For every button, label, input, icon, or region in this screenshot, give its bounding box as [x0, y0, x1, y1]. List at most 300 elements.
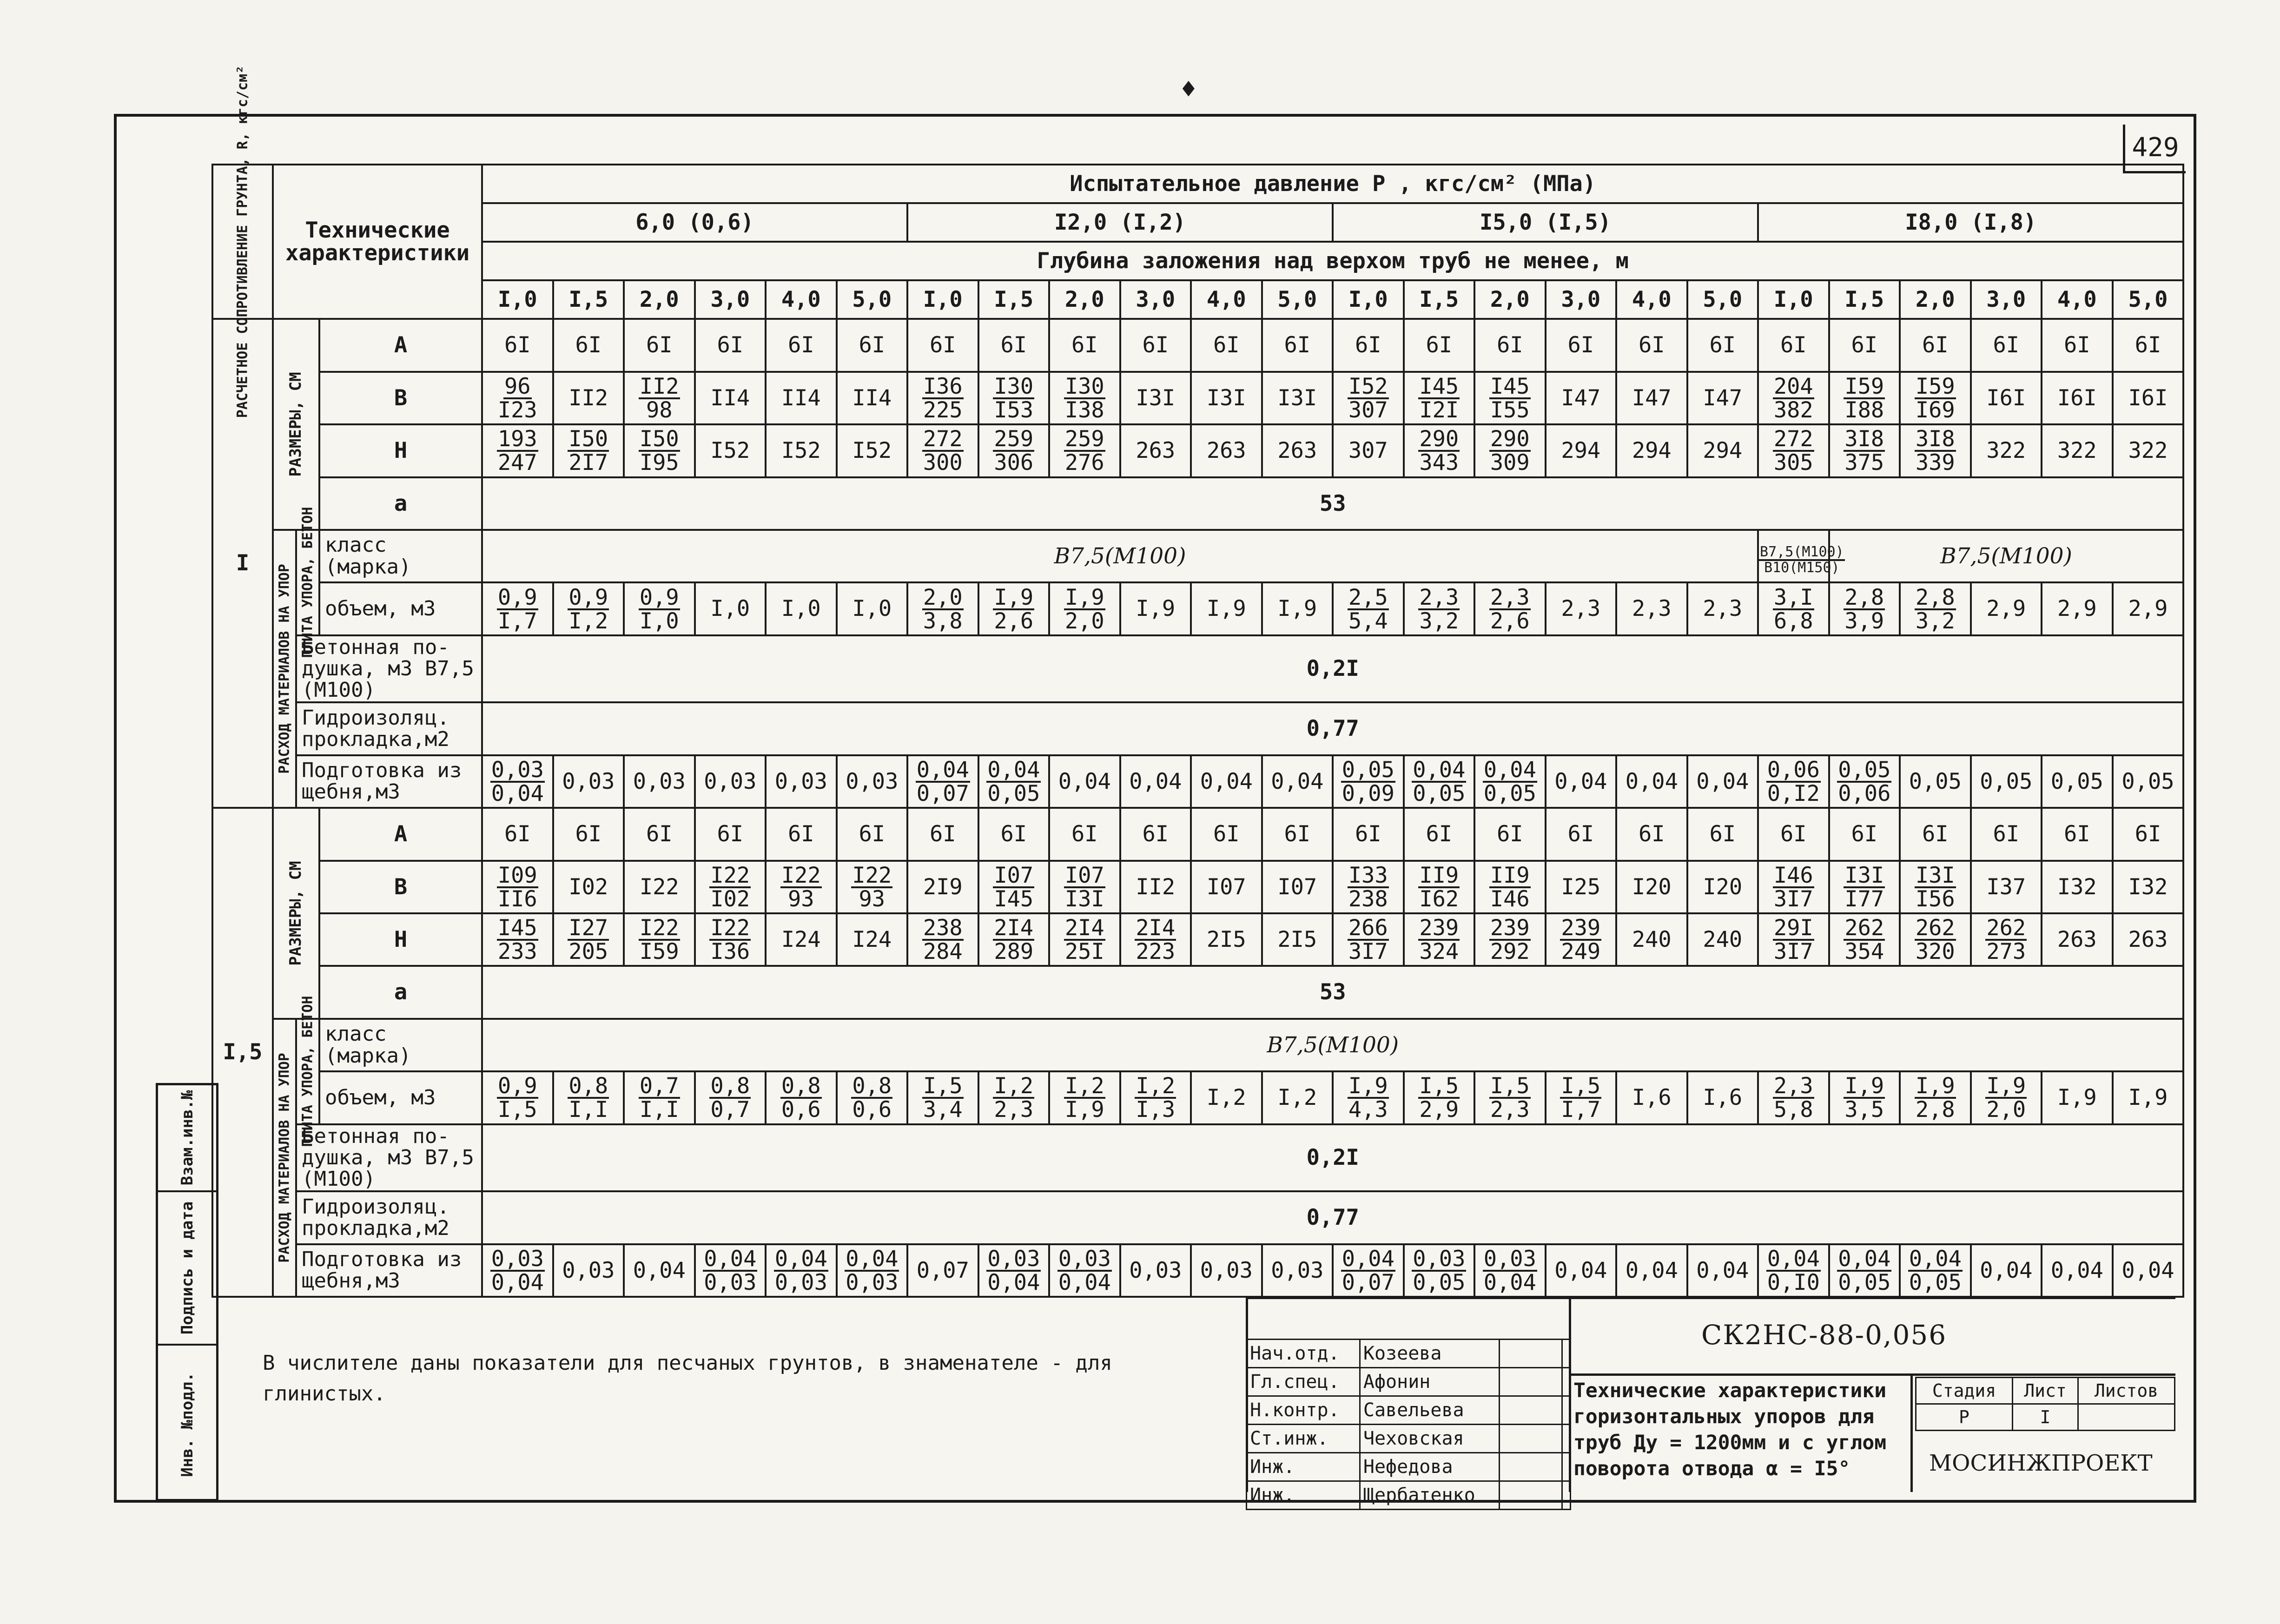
fraction — [922, 1075, 964, 1121]
value-B — [1758, 861, 1829, 913]
signature-name: Нефедова — [1360, 1453, 1499, 1481]
denominator: I88 — [1844, 397, 1884, 423]
fraction — [1348, 862, 1389, 912]
value-H — [624, 913, 695, 966]
numerator: I07 — [1064, 862, 1104, 888]
value-H — [482, 424, 553, 477]
denominator: 3,9 — [1844, 608, 1884, 634]
value-A: 6I — [1191, 319, 1262, 371]
denominator: 2,3 — [1490, 1097, 1530, 1123]
value-volume: I,9 — [1120, 582, 1191, 635]
row-A — [212, 808, 2183, 860]
denominator: 0,05 — [987, 780, 1040, 806]
denominator: 3,2 — [1419, 608, 1459, 634]
soil-resistance-header — [212, 65, 273, 418]
denominator: 205 — [568, 939, 608, 965]
value-A: 6I — [1829, 319, 1900, 371]
depth-value: 3,0 — [1971, 280, 2042, 319]
pressure-group: I2,0 (I,2) — [907, 203, 1333, 242]
fraction — [1915, 584, 1956, 634]
denominator: 93 — [787, 886, 814, 912]
value-H: 240 — [1616, 913, 1687, 966]
signature-row — [1247, 1453, 1571, 1481]
fraction — [1418, 373, 1460, 423]
denominator: 223 — [1136, 939, 1176, 965]
fraction — [1057, 1248, 1112, 1294]
numerator: I33 — [1348, 862, 1388, 888]
fraction — [1489, 428, 1531, 474]
fraction — [703, 1248, 757, 1294]
label-waterproofing: Гидроизоляц. прокладка,м2 — [296, 702, 482, 755]
numerator: 0,9 — [568, 584, 608, 610]
value-B — [482, 372, 553, 424]
value-H: 322 — [2113, 424, 2184, 477]
value-H: 263 — [1120, 424, 1191, 477]
document-code: СК2НС-88-0,056 — [1701, 1319, 1947, 1351]
fraction — [780, 1075, 822, 1121]
numerator: 0,8 — [781, 1073, 821, 1099]
signature-name: Щербатенко — [1360, 1481, 1499, 1510]
value-B — [978, 372, 1050, 424]
numerator: 290 — [1490, 426, 1530, 452]
denominator: 3I7 — [1348, 939, 1388, 965]
sheet-header: Лист — [2012, 1378, 2078, 1404]
value-volume — [624, 582, 695, 635]
value-gravel-prep — [1829, 755, 1900, 808]
value-H — [1900, 424, 1971, 477]
fraction — [490, 1248, 545, 1294]
fraction — [1985, 917, 2027, 963]
value-A: 6I — [2113, 808, 2184, 860]
value-gravel-prep: 0,07 — [907, 1244, 978, 1297]
value-H — [978, 424, 1050, 477]
value-volume: I,2 — [1262, 1071, 1333, 1124]
numerator: I,5 — [923, 1073, 963, 1099]
soil-resistance-header-text: РАСЧЕТНОЕ СОПРОТИВЛЕНИЕ ГРУНТА, R, кгс/см² — [234, 65, 251, 418]
signature-date — [1562, 1481, 1571, 1510]
value-B: 2I9 — [907, 861, 978, 913]
value-volume — [1758, 1071, 1829, 1124]
fraction — [1773, 428, 1814, 474]
fraction — [1759, 545, 1845, 575]
fraction — [1489, 373, 1531, 423]
value-volume: 2,3 — [1687, 582, 1758, 635]
value-gravel-prep: 0,05 — [2113, 755, 2184, 808]
numerator: I52 — [1348, 373, 1388, 399]
sheets-header: Листов — [2078, 1378, 2175, 1404]
label-class: класс (марка) — [319, 530, 482, 582]
denominator: 5,4 — [1348, 608, 1388, 634]
denominator: I,7 — [1561, 1097, 1601, 1123]
numerator: 2I4 — [1064, 915, 1104, 941]
denominator: 0,06 — [1838, 780, 1891, 806]
label-B: В — [319, 861, 482, 913]
signature-row — [1247, 1425, 1571, 1453]
numerator: I45 — [1419, 373, 1459, 399]
label-waterproofing: Гидроизоляц. прокладка,м2 — [296, 1191, 482, 1244]
denominator: I53 — [994, 397, 1034, 423]
depth-value: 4,0 — [766, 280, 837, 319]
value-gravel-prep: 0,04 — [624, 1244, 695, 1297]
value-volume: I,6 — [1616, 1071, 1687, 1124]
value-H — [553, 913, 624, 966]
fraction — [993, 373, 1034, 423]
numerator: 259 — [994, 426, 1034, 452]
value-H — [1474, 424, 1546, 477]
value-gravel-prep: 0,03 — [624, 755, 695, 808]
signature-mark — [1500, 1368, 1562, 1396]
value-gravel-prep: 0,04 — [1120, 755, 1191, 808]
fraction — [1837, 759, 1891, 805]
numerator: 0,04 — [1838, 1246, 1891, 1272]
value-H: 263 — [2113, 913, 2184, 966]
row-waterproofing — [212, 1191, 2183, 1244]
depth-row — [212, 280, 2183, 319]
denominator: 0,6 — [781, 1097, 821, 1123]
fraction — [1483, 1248, 1537, 1294]
value-B: I47 — [1546, 372, 1617, 424]
value-B — [1829, 861, 1900, 913]
fraction — [1844, 373, 1885, 423]
denominator: I69 — [1915, 397, 1955, 423]
fraction — [1064, 428, 1105, 474]
value-B: I25 — [1546, 861, 1617, 913]
depth-value: 3,0 — [1120, 280, 1191, 319]
value-volume — [907, 1071, 978, 1124]
stamp-inventory: Инв. №подл. — [178, 1372, 197, 1477]
value-A: 6I — [1049, 319, 1120, 371]
value-cushion: 0,2I — [482, 635, 2183, 702]
value-volume: I,0 — [695, 582, 766, 635]
fraction — [1560, 917, 1601, 963]
value-gravel-prep: 0,03 — [1120, 1244, 1191, 1297]
value-A: 6I — [1758, 808, 1829, 860]
numerator: II2 — [639, 373, 679, 399]
denominator: 0,07 — [916, 780, 969, 806]
signature-date — [1562, 1453, 1571, 1481]
value-volume — [837, 1071, 908, 1124]
label-gravel-prep: Подготовка из щебня,м3 — [296, 755, 482, 808]
value-gravel-prep: 0,05 — [1971, 755, 2042, 808]
numerator: 204 — [1773, 373, 1813, 399]
value-B: I3I — [1191, 372, 1262, 424]
value-H: 294 — [1687, 424, 1758, 477]
value-volume — [482, 1071, 553, 1124]
fraction — [1773, 1075, 1814, 1121]
numerator: 266 — [1348, 915, 1388, 941]
numerator: I09 — [497, 862, 537, 888]
signature-name: Афонин — [1360, 1368, 1499, 1396]
label-B: В — [319, 372, 482, 424]
fraction — [568, 428, 609, 474]
denominator: 324 — [1419, 939, 1459, 965]
value-A: 6I — [482, 808, 553, 860]
consumption-label-text: РАСХОД МАТЕРИАЛОВ НА УПОР — [276, 564, 293, 774]
value-A: 6I — [766, 808, 837, 860]
value-gravel-prep — [907, 755, 978, 808]
row-concrete-class — [212, 1019, 2183, 1071]
numerator: 0,9 — [497, 584, 537, 610]
depth-value: 5,0 — [1262, 280, 1333, 319]
value-H — [1829, 913, 1900, 966]
value-B: I47 — [1687, 372, 1758, 424]
numerator: 3I8 — [1915, 426, 1955, 452]
consumption-label-text: РАСХОД МАТЕРИАЛОВ НА УПОР — [276, 1053, 293, 1263]
value-H: 2I5 — [1262, 913, 1333, 966]
row-cushion — [212, 635, 2183, 702]
numerator: I22 — [852, 862, 892, 888]
denominator: 284 — [923, 939, 963, 965]
value-B: I3I — [1262, 372, 1333, 424]
denominator: I,0 — [639, 608, 679, 634]
value-A: 6I — [695, 808, 766, 860]
numerator: 0,04 — [1342, 1246, 1394, 1272]
numerator: I50 — [639, 426, 679, 452]
value-B — [482, 861, 553, 913]
fraction — [922, 917, 964, 963]
value-A: 6I — [553, 808, 624, 860]
signature-name: Чеховская — [1360, 1425, 1499, 1453]
numerator: 3,I — [1773, 584, 1813, 610]
denominator: 0,04 — [491, 780, 544, 806]
value-gravel-prep: 0,03 — [1191, 1244, 1262, 1297]
numerator: 0,9 — [639, 584, 679, 610]
fraction — [993, 862, 1034, 912]
stage-header: Стадия — [1916, 1378, 2013, 1404]
denominator: 247 — [497, 450, 537, 476]
value-gravel-prep — [1404, 1244, 1475, 1297]
value-volume: I,9 — [2042, 1071, 2113, 1124]
numerator: 239 — [1561, 915, 1601, 941]
denominator: 309 — [1490, 450, 1530, 476]
value-gravel-prep — [482, 1244, 553, 1297]
value-B — [1333, 861, 1404, 913]
denominator: 0,07 — [1342, 1269, 1394, 1295]
value-H — [1758, 424, 1829, 477]
value-A: 6I — [1971, 808, 2042, 860]
fraction — [497, 1075, 538, 1121]
denominator: I,3 — [1136, 1097, 1176, 1123]
fraction — [1348, 1075, 1389, 1121]
class-value: В7,5(М100) — [1829, 530, 2184, 582]
numerator: I3I — [1844, 862, 1884, 888]
value-volume — [695, 1071, 766, 1124]
fraction — [1844, 584, 1885, 634]
numerator: I30 — [994, 373, 1034, 399]
row-volume — [212, 1071, 2183, 1124]
pressure-group: I8,0 (I,8) — [1758, 203, 2183, 242]
value-B — [1474, 372, 1546, 424]
value-A: 6I — [1049, 808, 1120, 860]
depth-value: 3,0 — [1546, 280, 1617, 319]
value-gravel-prep: 0,05 — [1900, 755, 1971, 808]
value-H: 322 — [1971, 424, 2042, 477]
fraction — [490, 759, 545, 805]
footnote: В числителе даны показатели для песчаных грунтов, в знаменателе - для глинистых. — [263, 1351, 1112, 1406]
denominator: 0,04 — [1058, 1269, 1111, 1295]
denominator: I95 — [639, 450, 679, 476]
label-A: А — [319, 319, 482, 371]
numerator: I46 — [1773, 862, 1813, 888]
value-gravel-prep — [1474, 755, 1546, 808]
fraction — [709, 862, 751, 912]
label-cushion: Бетонная подушка, м3 В7,5 (М100) — [296, 1124, 482, 1191]
numerator: I,5 — [1419, 1073, 1459, 1099]
signature-name: Козеева — [1360, 1340, 1499, 1368]
value-H — [624, 424, 695, 477]
value-B — [695, 861, 766, 913]
signature-row — [1247, 1340, 1571, 1368]
value-A: 6I — [907, 319, 978, 371]
value-A: 6I — [1262, 808, 1333, 860]
value-volume — [1546, 1071, 1617, 1124]
value-gravel-prep — [482, 755, 553, 808]
fraction — [1489, 862, 1531, 912]
fraction — [993, 917, 1034, 963]
value-H — [1900, 913, 1971, 966]
value-gravel-prep: 0,03 — [766, 755, 837, 808]
value-volume: I,6 — [1687, 1071, 1758, 1124]
row-A — [212, 319, 2183, 371]
value-gravel-prep — [978, 755, 1050, 808]
depth-value: I,0 — [907, 280, 978, 319]
numerator: 0,9 — [497, 1073, 537, 1099]
value-B: II4 — [766, 372, 837, 424]
numerator: I,9 — [1986, 1073, 2026, 1099]
value-gravel-prep: 0,04 — [1262, 755, 1333, 808]
denominator: 0,05 — [1483, 780, 1536, 806]
numerator: 29I — [1773, 915, 1813, 941]
value-A: 6I — [1758, 319, 1829, 371]
value-volume — [1474, 1071, 1546, 1124]
value-A: 6I — [1616, 808, 1687, 860]
denominator: 2,3 — [994, 1097, 1034, 1123]
numerator: I30 — [1064, 373, 1104, 399]
value-H: 240 — [1687, 913, 1758, 966]
signature-row — [1247, 1481, 1571, 1510]
depth-value: 2,0 — [1900, 280, 1971, 319]
value-volume — [907, 582, 978, 635]
row-volume — [212, 582, 2183, 635]
fraction — [851, 862, 892, 912]
value-B: II4 — [837, 372, 908, 424]
soil-resistance: I,5 — [212, 808, 273, 1297]
denominator: II6 — [497, 886, 537, 912]
denominator: 5,8 — [1773, 1097, 1813, 1123]
value-gravel-prep: 0,04 — [1687, 755, 1758, 808]
numerator: I27 — [568, 915, 608, 941]
numerator: 290 — [1419, 426, 1459, 452]
numerator: 0,05 — [1342, 757, 1394, 783]
fraction — [1341, 1248, 1395, 1294]
denominator: 0,04 — [491, 1269, 544, 1295]
numerator: 238 — [923, 915, 963, 941]
row-B — [212, 861, 2183, 913]
value-volume: I,9 — [1262, 582, 1333, 635]
fraction — [1915, 862, 1956, 912]
value-H — [695, 913, 766, 966]
fraction — [916, 759, 970, 805]
denominator: I45 — [994, 886, 1034, 912]
depth-value: I,5 — [1829, 280, 1900, 319]
label-H: Н — [319, 424, 482, 477]
value-H — [1546, 913, 1617, 966]
fraction — [1418, 584, 1460, 634]
depth-value: 4,0 — [1191, 280, 1262, 319]
row-waterproofing — [212, 702, 2183, 755]
fraction — [1560, 1075, 1601, 1121]
signature-role: Гл.спец. — [1247, 1368, 1360, 1396]
denominator: I38 — [1064, 397, 1104, 423]
fraction — [1915, 373, 1956, 423]
value-A: 6I — [1333, 319, 1404, 371]
numerator: I,9 — [1064, 584, 1104, 610]
pressure-group: I5,0 (I,5) — [1333, 203, 1758, 242]
numerator: 0,04 — [916, 757, 969, 783]
denominator: 343 — [1419, 450, 1459, 476]
slab-label — [296, 507, 319, 658]
value-B: II2 — [553, 372, 624, 424]
numerator: I59 — [1844, 373, 1884, 399]
value-gravel-prep: 0,03 — [553, 755, 624, 808]
slab-label — [296, 996, 319, 1147]
value-volume — [1333, 582, 1404, 635]
denominator: 2I7 — [568, 450, 608, 476]
label-volume: объем, м3 — [319, 582, 482, 635]
denominator: 0,05 — [1413, 1269, 1466, 1295]
slab-label-text: ПЛИТА УПОРА, БЕТОН — [299, 507, 316, 658]
value-A: 6I — [553, 319, 624, 371]
value-volume — [978, 582, 1050, 635]
consumption-label — [273, 1019, 296, 1297]
value-B — [1404, 372, 1475, 424]
value-H: 2I5 — [1191, 913, 1262, 966]
denominator: I77 — [1844, 886, 1884, 912]
value-cushion: 0,2I — [482, 1124, 2183, 1191]
row-cushion — [212, 1124, 2183, 1191]
binding-dot: ♦ — [1181, 74, 1196, 105]
denominator: 2,6 — [994, 608, 1034, 634]
value-B: I02 — [553, 861, 624, 913]
depth-value: I,0 — [482, 280, 553, 319]
class-value: В7,5(М100) — [482, 530, 1758, 582]
numerator: 259 — [1064, 426, 1104, 452]
value-B — [1900, 372, 1971, 424]
value-A: 6I — [1191, 808, 1262, 860]
numerator: 0,7 — [639, 1073, 679, 1099]
numerator: 0,04 — [1909, 1246, 1962, 1272]
numerator: 0,04 — [987, 757, 1040, 783]
value-A: 6I — [978, 808, 1050, 860]
pressure-group: 6,0 (0,6) — [482, 203, 907, 242]
dims-label-text: РАЗМЕРЫ, СМ — [286, 372, 305, 477]
value-gravel-prep: 0,04 — [1616, 1244, 1687, 1297]
numerator: I,2 — [1136, 1073, 1176, 1099]
value-volume: I,2 — [1191, 1071, 1262, 1124]
denominator: I62 — [1419, 886, 1459, 912]
value-H — [1333, 913, 1404, 966]
denominator: 375 — [1844, 450, 1884, 476]
signature-mark — [1500, 1396, 1562, 1425]
signature-role: Нач.отд. — [1247, 1340, 1360, 1368]
value-B — [978, 861, 1050, 913]
value-gravel-prep: 0,04 — [1616, 755, 1687, 808]
class-value: В7,5(М100) — [482, 1019, 2183, 1071]
fraction — [709, 917, 751, 963]
denominator: 0,I2 — [1767, 780, 1820, 806]
value-H — [1404, 424, 1475, 477]
numerator: 0,04 — [1767, 1246, 1820, 1272]
